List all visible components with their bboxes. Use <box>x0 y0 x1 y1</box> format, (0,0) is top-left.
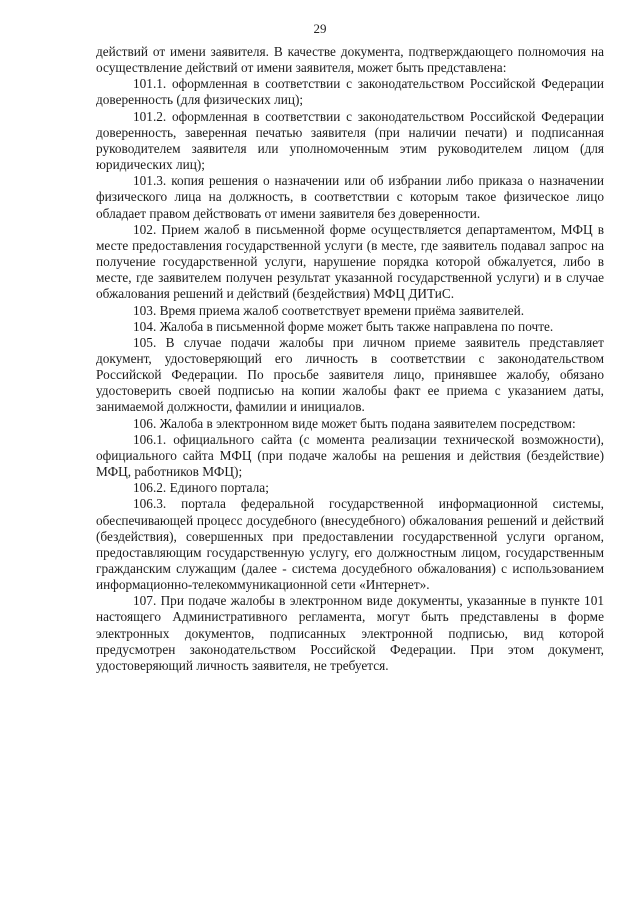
paragraph-106: 106. Жалоба в электронном виде может быть подана заявителем посредством: <box>133 415 576 431</box>
paragraph-105: 105. В случае подачи жалобы при личном приеме заявитель представляет документ, удостоверяющий его личность в соответствии с законодательством Российской Федерации. По просьбе заявителя лицо, принявшее жалобу, обязано удостоверить своей подписью на копии жалобы факт ее приема с указанием даты, занимаемой должности, фамилии и инициалов. <box>96 334 604 415</box>
document-body <box>96 44 604 674</box>
paragraph-continuation: действий от имени заявителя. В качестве документа, подтверждающего полномочия на осуществление действий от имени заявителя, может быть представлена: <box>96 44 604 76</box>
paragraph-107: 107. При подаче жалобы в электронном виде документы, указанные в пункте 101 настоящего Административного регламента, могут быть представлены в форме электронных документов, подписанных электронной подписью, вид которой предусмотрен законодательством Российской Федерации. При этом документ, удостоверяющий личность заявителя, не требуется. <box>96 593 604 673</box>
paragraph-101-2: 101.2. оформленная в соответствии с законодательством Российской Федерации доверенность, заверенная печатью заявителя (при наличии печати) и подписанная руководителем заявителя или уполномоченным этим руководителем лицом (для юридических лиц); <box>96 108 604 173</box>
page-number: 29 <box>313 21 327 36</box>
paragraph-104: 104. Жалоба в письменной форме может быть также направлена по почте. <box>133 318 554 334</box>
paragraph-106-3: 106.3. портала федеральной государственной информационной системы, обеспечивающей процесс досудебного (внесудебного) обжалования решений и действий (бездействия), совершенных при предоставлении государственной услуги органом, предоставляющим государственную услугу, его должностным лицом, государственным гражданским служащим (далее - система досудебного обжалования) с использованием информационно-телекоммуникационной сети «Интернет». <box>96 496 604 593</box>
paragraph-103: 103. Время приема жалоб соответствует времени приёма заявителей. <box>133 302 525 318</box>
paragraph-106-2: 106.2. Единого портала; <box>133 480 269 496</box>
paragraph-102: 102. Прием жалоб в письменной форме осуществляется департаментом, МФЦ в месте предоставления государственной услуги (в месте, где заявитель подавал запрос на получение государственной услуги, нарушение порядка которой обжалуется, либо в месте, где заявителем получен результат указанной государственной услуги) и в случае обжалования решений и действий (бездействия) МФЦ ДИТиС. <box>96 221 604 302</box>
paragraph-101-3: 101.3. копия решения о назначении или об избрании либо приказа о назначении физического лица на должность, в соответствии с которым такое физическое лицо обладает правом действовать от имени заявителя без доверенности. <box>96 173 604 221</box>
paragraph-106-1: 106.1. официального сайта (с момента реализации технической возможности), официального сайта МФЦ (при подаче жалобы на решения и действия (бездействие) МФЦ, работников МФЦ); <box>96 431 604 480</box>
paragraph-101-1: 101.1. оформленная в соответствии с законодательством Российской Федерации доверенность (для физических лиц); <box>96 76 604 108</box>
